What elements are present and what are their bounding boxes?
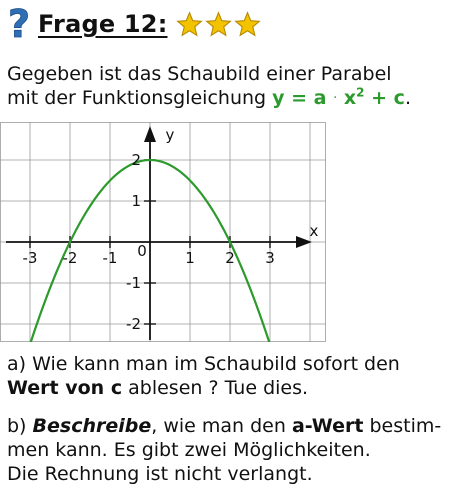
formula-y: y = a bbox=[272, 87, 327, 109]
x-tick-label: 3 bbox=[265, 249, 275, 267]
question-b-line-1 bbox=[7, 414, 447, 438]
question-title: Frage 12: bbox=[38, 10, 168, 38]
graph-grid bbox=[0, 122, 326, 342]
x-tick-label: -1 bbox=[102, 249, 118, 267]
question-b bbox=[7, 414, 447, 486]
intro-period: . bbox=[404, 87, 411, 109]
question-a-line-2 bbox=[7, 376, 447, 400]
formula-dot: · bbox=[333, 91, 338, 106]
question-b-bold: a-Wert bbox=[291, 415, 364, 437]
parabola-graph bbox=[0, 122, 326, 342]
question-b-line-2: men kann. Es gibt zwei Möglichkeiten. bbox=[7, 439, 371, 461]
function-equation bbox=[272, 87, 405, 109]
graph-frame bbox=[1, 123, 326, 342]
intro-line-2 bbox=[7, 86, 447, 111]
star-icon bbox=[234, 11, 261, 38]
question-header bbox=[6, 4, 261, 44]
x-tick-label: 2 bbox=[225, 249, 235, 267]
y-tick-label: -1 bbox=[126, 274, 141, 292]
y-axis-arrow bbox=[144, 126, 156, 142]
question-a-line-1: a) Wie kann man im Schaubild sofort den bbox=[7, 353, 400, 375]
question-a-rest: ablesen ? Tue dies. bbox=[122, 377, 309, 399]
difficulty-stars bbox=[176, 11, 261, 38]
formula-x: x bbox=[343, 87, 357, 109]
star-icon bbox=[205, 11, 232, 38]
question-mark-icon bbox=[6, 4, 32, 44]
intro-line-1: Gegeben ist das Schaubild einer Parabel bbox=[7, 63, 392, 85]
graph-labels bbox=[23, 126, 319, 333]
x-tick-label: 1 bbox=[185, 249, 195, 267]
x-tick-label: 0 bbox=[137, 242, 147, 260]
graph-axes bbox=[6, 126, 312, 340]
question-a-bold: Wert von c bbox=[7, 377, 123, 399]
question-b-bold-italic: Beschreibe bbox=[32, 415, 152, 437]
formula-tail: + c bbox=[371, 87, 405, 109]
x-tick-label: -2 bbox=[62, 249, 78, 267]
parabola-curve bbox=[0, 160, 310, 342]
intro-line-2-prefix: mit der Funktionsgleichung bbox=[7, 87, 273, 109]
y-tick-label: 2 bbox=[131, 151, 141, 169]
question-a bbox=[7, 352, 447, 400]
question-b-mid: , wie man den bbox=[151, 415, 292, 437]
formula-exponent: 2 bbox=[356, 85, 365, 100]
intro-text bbox=[7, 62, 447, 111]
star-icon bbox=[176, 11, 203, 38]
y-axis-label: y bbox=[165, 126, 175, 144]
question-b-line-3: Die Rechnung ist nicht verlangt. bbox=[7, 463, 313, 485]
svg-text:?: ? bbox=[7, 4, 31, 44]
x-axis-label: x bbox=[309, 222, 319, 240]
y-tick-label: -2 bbox=[126, 315, 141, 333]
question-b-tail: bestim- bbox=[363, 415, 442, 437]
question-b-prefix: b) bbox=[7, 415, 33, 437]
y-tick-label: 1 bbox=[131, 192, 141, 210]
x-tick-label: -3 bbox=[22, 249, 38, 267]
